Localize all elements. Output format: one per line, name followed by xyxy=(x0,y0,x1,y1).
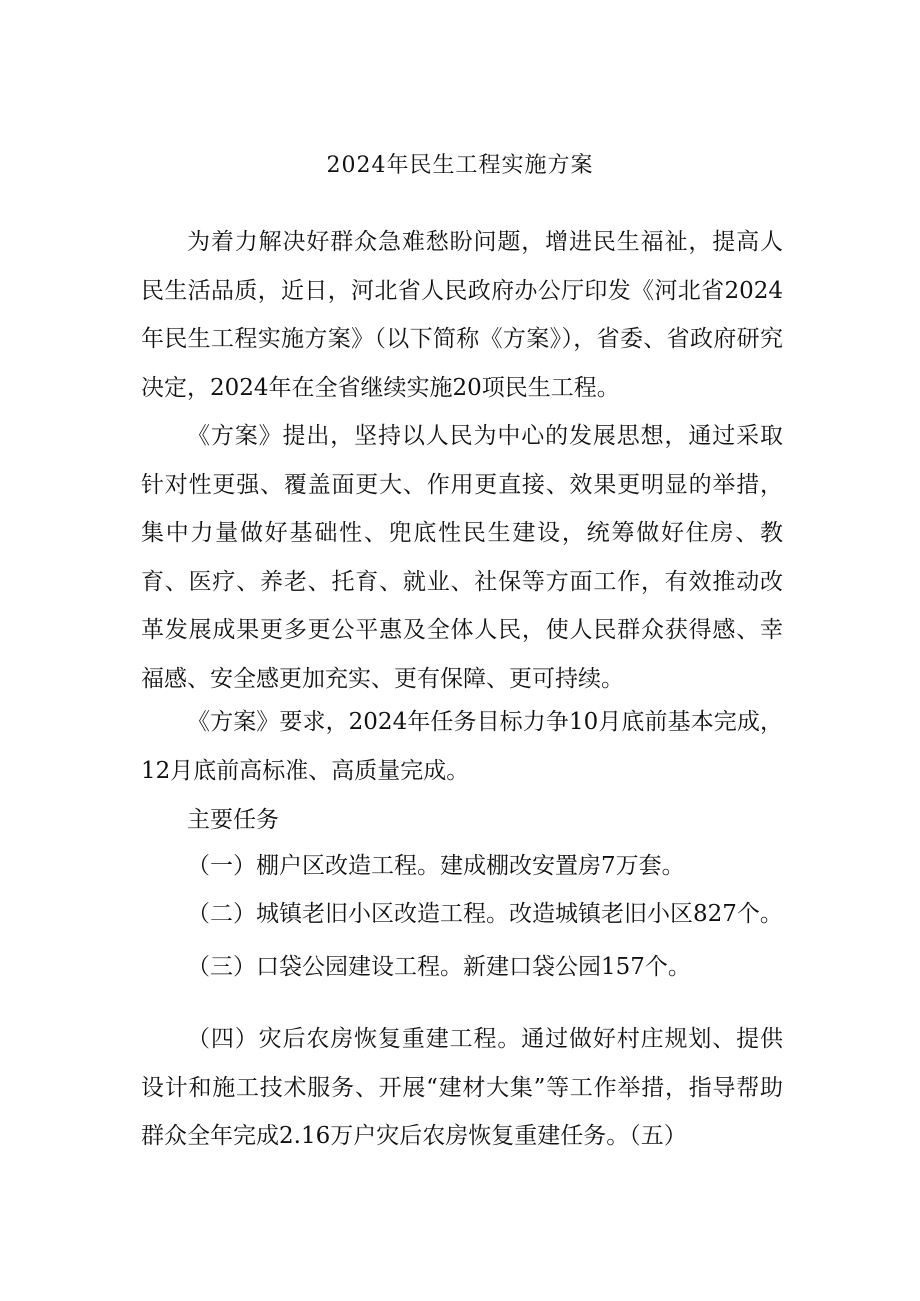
intro-paragraph: 为着力解决好群众急难愁盼问题，增进民生福祉，提高人民生活品质，近日，河北省人民政府办公厅印发《河北省2024年民生工程实施方案》（以下简称《方案》），省委、省政府研究决定，2024年在全省继续实施20项民生工程。 xyxy=(141,229,783,401)
task-item-2: （二）城镇老旧小区改造工程。改造城镇老旧小区827个。 xyxy=(187,901,783,927)
section-heading: 主要任务 xyxy=(187,807,279,833)
plan-goal-paragraph: 《方案》提出，坚持以人民为中心的发展思想，通过采取针对性更强、覆盖面更大、作用更直接、效果更明显的举措，集中力量做好基础性、兜底性民生建设，统筹做好住房、教育、医疗、养老、托育、就业、社保等方面工作，有效推动改革发展成果更多更公平惠及全体人民，使人民群众获得感、幸福感、安全感更加充实、更有保障、更可持续。 xyxy=(141,423,783,692)
task-item-1: （一）棚户区改造工程。建成棚改安置房7万套。 xyxy=(187,853,685,879)
plan-deadline-paragraph: 《方案》要求，2024年任务目标力争10月底前基本完成，12月底前高标准、高质量完成。 xyxy=(141,709,783,784)
task-item-4: （四）灾后农房恢复重建工程。通过做好村庄规划、提供设计和施工技术服务、开展“建材大集”等工作举措，指导帮助群众全年完成2.16万户灾后农房恢复重建任务。（五） xyxy=(141,1026,783,1149)
task-item-3: （三）口袋公园建设工程。新建口袋公园157个。 xyxy=(187,954,691,980)
document-title: 2024年民生工程实施方案 xyxy=(326,153,594,178)
